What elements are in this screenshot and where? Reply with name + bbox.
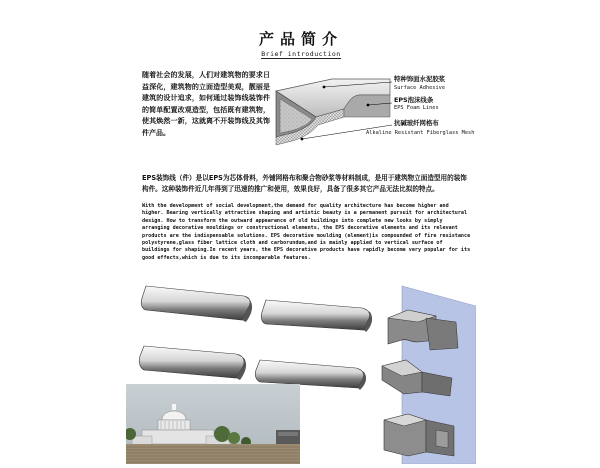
capitol-building-photo xyxy=(126,384,300,464)
intro-paragraph-chinese-continued: EPS装饰线（件）是以EPS为芯体骨料，外铺网格布和聚合物砂浆等材料制成，是用于建筑物立面造型用的装饰构件。这种装饰件近几年得到了迅速的推广和使用，效果良好，具备了很多其它产品无法比拟的特点。 xyxy=(142,174,467,193)
label-surface-adhesive-en: Surface Adhesive xyxy=(394,85,446,91)
profile-samples-wall xyxy=(382,286,476,464)
label-surface-adhesive-cn: 特种饰面水泥胶浆 xyxy=(394,75,446,83)
product-photo-collage xyxy=(126,280,476,464)
page-title: 产品简介 xyxy=(258,30,343,48)
moulding-cross-section-diagram xyxy=(272,73,476,155)
moulding-bar-3 xyxy=(139,346,246,380)
intro-paragraph-chinese: 随着社会的发展，人们对建筑物的要求日益深化，建筑物的立面造型美观，靓丽是建筑的设计追求，如何通过装饰线装饰件的简单配置改观造型，包括既有建筑物，使其焕然一新，这就离不开装饰线及其饰件产品。 xyxy=(142,71,270,137)
label-fiberglass-mesh-en: Alkaline Resistant Fiberglass Mesh xyxy=(366,130,475,136)
moulding-bar-1 xyxy=(141,286,252,322)
product-photos xyxy=(126,280,476,464)
label-eps-foam-en: EPS Foam Lines xyxy=(394,105,439,111)
label-fiberglass-mesh-cn: 抗碱玻纤网格布 xyxy=(394,119,439,127)
label-eps-foam-cn: EPS泡沫线条 xyxy=(394,96,434,104)
page-subtitle: Brief introduction xyxy=(261,50,341,58)
title-underline xyxy=(261,58,341,59)
intro-paragraph-english: With the development of social development,the demand for quality architecture has become higher and higher. Bearing vertically attractive shaping and artistic beauty is a permanent pursuit for architectural design. How to transform the outward appearance of old buildings into complete new looks by simply arranging decorative mouldings or constructional elements, the EPS decorative elements and its relevant products are the indispensable solutions. EPS decorative moulding (element)is compounded of fire resistance polystyrene,glass fiber lattice cloth and carborundum,and is mainly applied to vertical surface of buildings for shaping.In recent years, the EPS decorative products have rapidly become very popular for its good effects,which is due to its incomparable features. xyxy=(142,203,471,261)
product-brochure-page xyxy=(126,18,476,464)
moulding-bar-2 xyxy=(261,300,372,332)
cross-section-illustration xyxy=(272,73,476,155)
